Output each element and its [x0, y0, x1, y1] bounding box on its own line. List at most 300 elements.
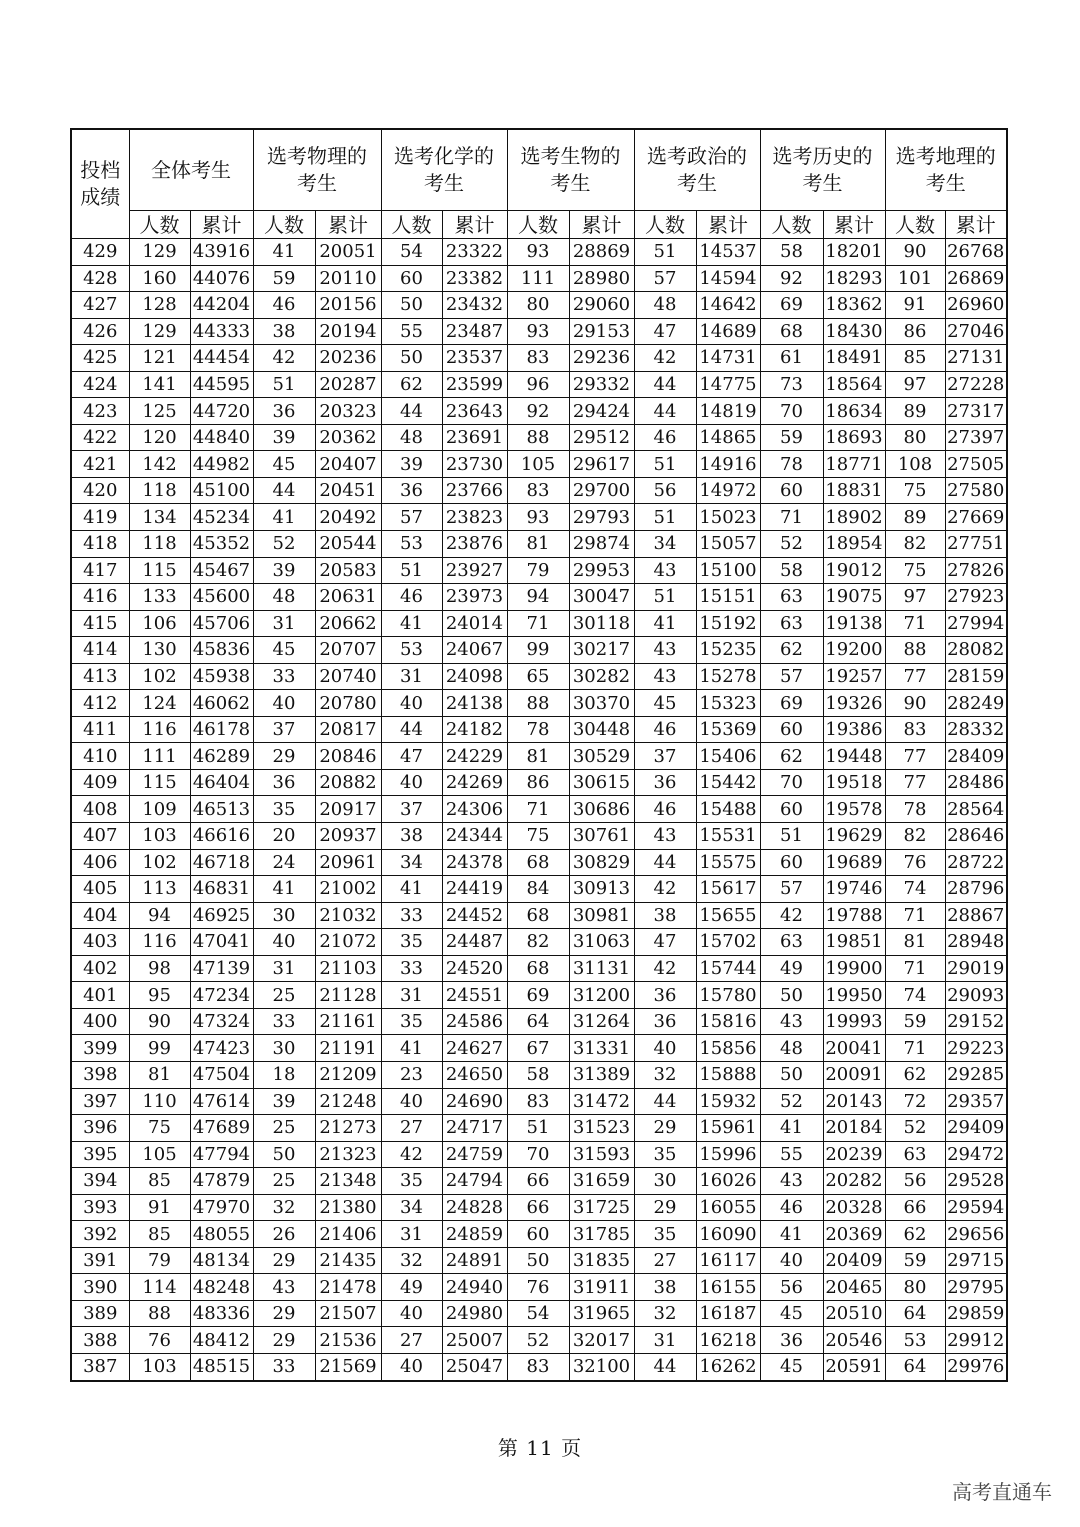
cumulative-cell: 32017	[569, 1327, 634, 1354]
count-cell: 80	[507, 292, 569, 319]
cumulative-cell: 21072	[315, 929, 381, 956]
cumulative-cell: 21348	[315, 1168, 381, 1195]
cumulative-cell: 15888	[696, 1061, 760, 1088]
cumulative-cell: 28796	[945, 876, 1007, 903]
count-cell: 115	[129, 769, 190, 796]
count-cell: 93	[507, 239, 569, 266]
count-cell: 41	[634, 610, 696, 637]
count-cell: 41	[381, 1035, 442, 1062]
count-cell: 94	[129, 902, 190, 929]
cumulative-cell: 29236	[569, 345, 634, 372]
cumulative-cell: 31659	[569, 1168, 634, 1195]
cumulative-cell: 19518	[823, 769, 885, 796]
count-cell: 45	[253, 637, 315, 664]
cumulative-cell: 15932	[696, 1088, 760, 1115]
count-cell: 80	[885, 424, 945, 451]
count-cell: 34	[381, 849, 442, 876]
cumulative-cell: 20194	[315, 318, 381, 345]
count-cell: 83	[507, 345, 569, 372]
count-cell: 33	[381, 955, 442, 982]
cumulative-cell: 19788	[823, 902, 885, 929]
count-cell: 70	[760, 398, 823, 425]
score-cell: 427	[71, 292, 129, 319]
score-cell: 399	[71, 1035, 129, 1062]
cumulative-cell: 44204	[190, 292, 253, 319]
count-cell: 99	[507, 637, 569, 664]
cumulative-cell: 19386	[823, 716, 885, 743]
count-cell: 120	[129, 424, 190, 451]
count-cell: 62	[885, 1221, 945, 1248]
count-cell: 51	[381, 557, 442, 584]
cumulative-cell: 14865	[696, 424, 760, 451]
cumulative-cell: 31911	[569, 1274, 634, 1301]
count-cell: 42	[634, 876, 696, 903]
cumulative-cell: 24828	[442, 1194, 507, 1221]
count-cell: 33	[381, 902, 442, 929]
count-cell: 81	[129, 1061, 190, 1088]
cumulative-cell: 23432	[442, 292, 507, 319]
cumulative-cell: 48134	[190, 1247, 253, 1274]
count-cell: 91	[885, 292, 945, 319]
cumulative-cell: 25047	[442, 1353, 507, 1380]
count-cell: 51	[634, 451, 696, 478]
cumulative-cell: 45467	[190, 557, 253, 584]
cumulative-cell: 18491	[823, 345, 885, 372]
cumulative-cell: 24859	[442, 1221, 507, 1248]
cumulative-cell: 20546	[823, 1327, 885, 1354]
count-cell: 64	[507, 1008, 569, 1035]
count-cell: 69	[760, 690, 823, 717]
count-cell: 30	[634, 1168, 696, 1195]
table-row	[71, 292, 1007, 319]
count-cell: 56	[760, 1274, 823, 1301]
cumulative-cell: 30217	[569, 637, 634, 664]
cumulative-cell: 23487	[442, 318, 507, 345]
table-row	[71, 1115, 1007, 1142]
cumulative-cell: 46513	[190, 796, 253, 823]
count-cell: 38	[381, 823, 442, 850]
count-cell: 34	[634, 531, 696, 558]
cumulative-cell: 19900	[823, 955, 885, 982]
count-cell: 31	[253, 610, 315, 637]
count-cell: 102	[129, 849, 190, 876]
count-cell: 37	[381, 796, 442, 823]
count-cell: 70	[507, 1141, 569, 1168]
cumulative-cell: 16117	[696, 1247, 760, 1274]
cumulative-cell: 31835	[569, 1247, 634, 1274]
table-row	[71, 424, 1007, 451]
cumulative-cell: 23322	[442, 239, 507, 266]
count-cell: 86	[507, 769, 569, 796]
cumulative-cell: 21032	[315, 902, 381, 929]
table-row	[71, 823, 1007, 850]
cumulative-cell: 27228	[945, 371, 1007, 398]
cumulative-cell: 29715	[945, 1247, 1007, 1274]
cumulative-cell: 28409	[945, 743, 1007, 770]
cumulative-cell: 14689	[696, 318, 760, 345]
count-cell: 124	[129, 690, 190, 717]
cumulative-cell: 29874	[569, 531, 634, 558]
score-cell: 394	[71, 1168, 129, 1195]
count-cell: 96	[507, 371, 569, 398]
cumulative-header: 累计	[569, 211, 634, 239]
count-cell: 26	[253, 1221, 315, 1248]
count-cell: 50	[253, 1141, 315, 1168]
count-cell: 47	[381, 743, 442, 770]
cumulative-cell: 19257	[823, 663, 885, 690]
count-cell: 63	[760, 929, 823, 956]
score-cell: 388	[71, 1327, 129, 1354]
cumulative-cell: 19326	[823, 690, 885, 717]
count-cell: 32	[634, 1061, 696, 1088]
table-row	[71, 1008, 1007, 1035]
count-cell: 40	[381, 1353, 442, 1380]
cumulative-cell: 19746	[823, 876, 885, 903]
cumulative-cell: 20156	[315, 292, 381, 319]
cumulative-cell: 15442	[696, 769, 760, 796]
cumulative-cell: 20662	[315, 610, 381, 637]
count-cell: 46	[253, 292, 315, 319]
score-cell: 428	[71, 265, 129, 292]
cumulative-cell: 31200	[569, 982, 634, 1009]
count-cell: 109	[129, 796, 190, 823]
cumulative-cell: 24717	[442, 1115, 507, 1142]
count-cell: 114	[129, 1274, 190, 1301]
cumulative-cell: 15488	[696, 796, 760, 823]
count-cell: 25	[253, 982, 315, 1009]
count-cell: 95	[129, 982, 190, 1009]
cumulative-cell: 47234	[190, 982, 253, 1009]
count-cell: 31	[253, 955, 315, 982]
count-cell: 113	[129, 876, 190, 903]
count-cell: 118	[129, 477, 190, 504]
count-cell: 105	[507, 451, 569, 478]
cumulative-cell: 15655	[696, 902, 760, 929]
subheader-row	[71, 211, 1007, 239]
cumulative-cell: 27505	[945, 451, 1007, 478]
cumulative-cell: 47324	[190, 1008, 253, 1035]
table-row	[71, 504, 1007, 531]
cumulative-cell: 47794	[190, 1141, 253, 1168]
score-cell: 405	[71, 876, 129, 903]
cumulative-cell: 29357	[945, 1088, 1007, 1115]
count-cell: 43	[253, 1274, 315, 1301]
count-cell: 81	[507, 531, 569, 558]
score-cell: 406	[71, 849, 129, 876]
cumulative-cell: 31965	[569, 1300, 634, 1327]
count-cell: 44	[634, 1353, 696, 1380]
cumulative-cell: 30981	[569, 902, 634, 929]
count-cell: 27	[381, 1115, 442, 1142]
count-cell: 60	[760, 849, 823, 876]
count-header: 人数	[507, 211, 569, 239]
count-cell: 44	[634, 398, 696, 425]
count-cell: 97	[885, 584, 945, 611]
score-cell: 392	[71, 1221, 129, 1248]
count-cell: 52	[760, 531, 823, 558]
count-cell: 108	[885, 451, 945, 478]
score-cell: 417	[71, 557, 129, 584]
cumulative-cell: 30448	[569, 716, 634, 743]
cumulative-cell: 28867	[945, 902, 1007, 929]
count-cell: 90	[885, 239, 945, 266]
count-cell: 79	[129, 1247, 190, 1274]
count-cell: 68	[760, 318, 823, 345]
cumulative-cell: 24182	[442, 716, 507, 743]
count-cell: 71	[507, 796, 569, 823]
cumulative-cell: 29859	[945, 1300, 1007, 1327]
count-cell: 49	[381, 1274, 442, 1301]
count-cell: 52	[507, 1327, 569, 1354]
cumulative-cell: 20817	[315, 716, 381, 743]
cumulative-cell: 15575	[696, 849, 760, 876]
count-cell: 60	[760, 716, 823, 743]
count-cell: 74	[885, 876, 945, 903]
cumulative-cell: 29512	[569, 424, 634, 451]
cumulative-cell: 21103	[315, 955, 381, 982]
count-cell: 44	[634, 849, 696, 876]
count-cell: 38	[634, 902, 696, 929]
count-cell: 62	[760, 637, 823, 664]
cumulative-cell: 19012	[823, 557, 885, 584]
page-number: 第 11 页	[497, 1436, 583, 1460]
cumulative-cell: 21209	[315, 1061, 381, 1088]
count-cell: 42	[381, 1141, 442, 1168]
count-cell: 103	[129, 1353, 190, 1380]
count-cell: 85	[129, 1168, 190, 1195]
cumulative-cell: 26960	[945, 292, 1007, 319]
cumulative-cell: 15023	[696, 504, 760, 531]
count-header: 人数	[381, 211, 442, 239]
count-cell: 44	[253, 477, 315, 504]
count-cell: 49	[760, 955, 823, 982]
count-cell: 63	[760, 584, 823, 611]
table-row	[71, 849, 1007, 876]
table-row	[71, 531, 1007, 558]
cumulative-cell: 29953	[569, 557, 634, 584]
cumulative-cell: 27669	[945, 504, 1007, 531]
cumulative-cell: 24759	[442, 1141, 507, 1168]
cumulative-cell: 29223	[945, 1035, 1007, 1062]
count-cell: 47	[634, 929, 696, 956]
count-cell: 103	[129, 823, 190, 850]
count-cell: 55	[760, 1141, 823, 1168]
table-row	[71, 690, 1007, 717]
count-cell: 71	[885, 902, 945, 929]
cumulative-cell: 44982	[190, 451, 253, 478]
cumulative-cell: 19689	[823, 849, 885, 876]
cumulative-cell: 26869	[945, 265, 1007, 292]
count-cell: 36	[634, 982, 696, 1009]
count-cell: 82	[885, 531, 945, 558]
cumulative-cell: 15323	[696, 690, 760, 717]
cumulative-cell: 29594	[945, 1194, 1007, 1221]
count-cell: 41	[381, 876, 442, 903]
table-row	[71, 1327, 1007, 1354]
count-cell: 31	[634, 1327, 696, 1354]
score-cell: 404	[71, 902, 129, 929]
count-cell: 38	[634, 1274, 696, 1301]
cumulative-cell: 20510	[823, 1300, 885, 1327]
cumulative-cell: 24419	[442, 876, 507, 903]
count-cell: 71	[507, 610, 569, 637]
count-cell: 45	[760, 1300, 823, 1327]
score-column-header: 投档成绩	[71, 129, 129, 239]
count-cell: 89	[885, 398, 945, 425]
cumulative-header: 累计	[696, 211, 760, 239]
count-cell: 48	[253, 584, 315, 611]
cumulative-cell: 14916	[696, 451, 760, 478]
score-cell: 423	[71, 398, 129, 425]
cumulative-cell: 23599	[442, 371, 507, 398]
cumulative-cell: 24487	[442, 929, 507, 956]
cumulative-cell: 18564	[823, 371, 885, 398]
cumulative-cell: 16090	[696, 1221, 760, 1248]
count-cell: 18	[253, 1061, 315, 1088]
cumulative-cell: 18201	[823, 239, 885, 266]
cumulative-cell: 29793	[569, 504, 634, 531]
count-cell: 36	[253, 398, 315, 425]
count-cell: 32	[381, 1247, 442, 1274]
count-cell: 59	[760, 424, 823, 451]
cumulative-cell: 19993	[823, 1008, 885, 1035]
table-row	[71, 610, 1007, 637]
cumulative-cell: 14594	[696, 265, 760, 292]
cumulative-cell: 24229	[442, 743, 507, 770]
count-cell: 110	[129, 1088, 190, 1115]
table-row	[71, 1061, 1007, 1088]
count-cell: 35	[381, 1168, 442, 1195]
cumulative-cell: 24344	[442, 823, 507, 850]
score-cell: 413	[71, 663, 129, 690]
score-cell: 395	[71, 1141, 129, 1168]
count-cell: 57	[381, 504, 442, 531]
cumulative-header: 累计	[442, 211, 507, 239]
count-cell: 44	[634, 371, 696, 398]
cumulative-cell: 47879	[190, 1168, 253, 1195]
score-cell: 396	[71, 1115, 129, 1142]
cumulative-cell: 47970	[190, 1194, 253, 1221]
cumulative-cell: 18693	[823, 424, 885, 451]
count-cell: 52	[760, 1088, 823, 1115]
count-cell: 44	[381, 398, 442, 425]
cumulative-cell: 45352	[190, 531, 253, 558]
count-cell: 32	[253, 1194, 315, 1221]
cumulative-cell: 24452	[442, 902, 507, 929]
count-cell: 75	[129, 1115, 190, 1142]
count-cell: 125	[129, 398, 190, 425]
count-cell: 63	[885, 1141, 945, 1168]
count-cell: 40	[760, 1247, 823, 1274]
count-cell: 130	[129, 637, 190, 664]
cumulative-cell: 20707	[315, 637, 381, 664]
cumulative-cell: 28869	[569, 239, 634, 266]
cumulative-cell: 31389	[569, 1061, 634, 1088]
cumulative-cell: 16026	[696, 1168, 760, 1195]
cumulative-cell: 29976	[945, 1353, 1007, 1380]
count-cell: 76	[507, 1274, 569, 1301]
cumulative-cell: 29528	[945, 1168, 1007, 1195]
cumulative-cell: 19138	[823, 610, 885, 637]
count-cell: 41	[760, 1115, 823, 1142]
cumulative-cell: 32100	[569, 1353, 634, 1380]
count-cell: 84	[507, 876, 569, 903]
table-row	[71, 1194, 1007, 1221]
cumulative-cell: 18771	[823, 451, 885, 478]
count-cell: 121	[129, 345, 190, 372]
count-cell: 46	[381, 584, 442, 611]
count-cell: 38	[253, 318, 315, 345]
cumulative-cell: 48412	[190, 1327, 253, 1354]
count-cell: 89	[885, 504, 945, 531]
count-cell: 55	[381, 318, 442, 345]
count-cell: 43	[760, 1168, 823, 1195]
cumulative-cell: 28332	[945, 716, 1007, 743]
cumulative-cell: 24891	[442, 1247, 507, 1274]
count-cell: 58	[760, 557, 823, 584]
count-cell: 83	[507, 1088, 569, 1115]
cumulative-cell: 20287	[315, 371, 381, 398]
table-row	[71, 769, 1007, 796]
count-cell: 33	[253, 1353, 315, 1380]
cumulative-cell: 24014	[442, 610, 507, 637]
count-cell: 43	[760, 1008, 823, 1035]
count-cell: 85	[885, 345, 945, 372]
count-cell: 40	[381, 690, 442, 717]
count-cell: 27	[381, 1327, 442, 1354]
count-cell: 29	[253, 743, 315, 770]
count-cell: 97	[885, 371, 945, 398]
count-cell: 74	[885, 982, 945, 1009]
cumulative-cell: 29152	[945, 1008, 1007, 1035]
count-cell: 40	[634, 1035, 696, 1062]
cumulative-cell: 18362	[823, 292, 885, 319]
table-row	[71, 1247, 1007, 1274]
count-cell: 25	[253, 1115, 315, 1142]
cumulative-cell: 23730	[442, 451, 507, 478]
score-cell: 391	[71, 1247, 129, 1274]
cumulative-header: 累计	[190, 211, 253, 239]
cumulative-cell: 20846	[315, 743, 381, 770]
cumulative-cell: 15816	[696, 1008, 760, 1035]
cumulative-cell: 28564	[945, 796, 1007, 823]
table-row	[71, 637, 1007, 664]
count-cell: 44	[381, 716, 442, 743]
count-cell: 60	[381, 265, 442, 292]
count-cell: 44	[634, 1088, 696, 1115]
table-row	[71, 982, 1007, 1009]
cumulative-cell: 24098	[442, 663, 507, 690]
count-cell: 69	[507, 982, 569, 1009]
cumulative-cell: 20882	[315, 769, 381, 796]
group-header: 选考历史的考生	[760, 129, 885, 211]
cumulative-cell: 30829	[569, 849, 634, 876]
table-row	[71, 1035, 1007, 1062]
cumulative-cell: 46062	[190, 690, 253, 717]
table-row	[71, 1221, 1007, 1248]
count-cell: 45	[634, 690, 696, 717]
count-cell: 81	[507, 743, 569, 770]
count-cell: 47	[634, 318, 696, 345]
count-cell: 31	[381, 663, 442, 690]
count-cell: 42	[760, 902, 823, 929]
count-cell: 57	[634, 265, 696, 292]
count-cell: 36	[634, 769, 696, 796]
cumulative-cell: 20110	[315, 265, 381, 292]
count-cell: 33	[253, 663, 315, 690]
count-cell: 86	[885, 318, 945, 345]
count-cell: 106	[129, 610, 190, 637]
